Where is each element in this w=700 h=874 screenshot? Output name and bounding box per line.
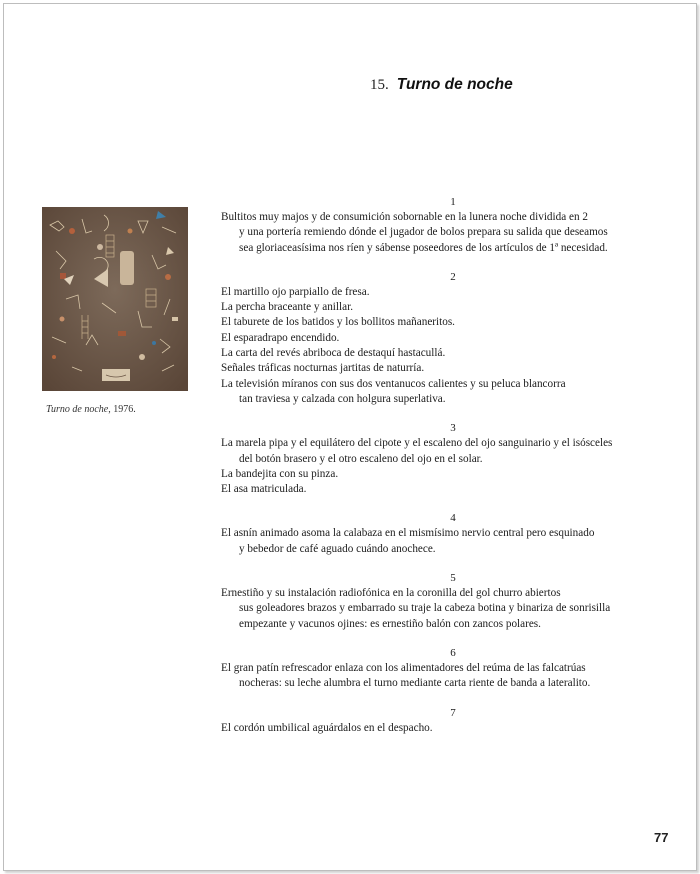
poem-line: tan traviesa y calzada con holgura superlativa. — [239, 392, 446, 405]
artwork-image — [42, 207, 188, 391]
stanza-number: 7 — [450, 706, 456, 719]
stanza-number: 1 — [450, 196, 456, 208]
stanza — [221, 270, 681, 407]
stanza — [221, 646, 681, 692]
stanza-number: 5 — [450, 572, 456, 585]
poem-line: La marela pipa y el equilátero del cipote y el escaleno del ojo sanguinario y el isósceles — [221, 437, 613, 450]
poem-line: y una portería remiendo dónde el jugador de bolos prepara su salida que deseamos — [239, 226, 608, 239]
poem-line: La televisión míranos con sus dos ventanucos calientes y su peluca blancorra — [221, 377, 566, 390]
poem-line: El asa matriculada. — [221, 483, 307, 496]
poem-line: El asnín animado asoma la calabaza en el mismísimo nervio central pero esquinado — [221, 527, 595, 540]
stanza-number: 3 — [450, 422, 456, 435]
painting-illustration — [42, 207, 188, 391]
poem-line: Bultitos muy majos y de consumición sobornable en la lunera noche dividida en 2 — [221, 211, 588, 223]
poem-line: sea gloriaceasísima nos ríen y sábense poseedores de los artículos de 1ª necesidad. — [239, 241, 608, 254]
poem-line: La percha braceante y anillar. — [221, 301, 353, 314]
stanza — [221, 195, 681, 256]
chapter-heading — [370, 76, 513, 94]
poem-line: empezante y vacunos ojines: es ernestiño balón con zancos polares. — [239, 617, 541, 630]
poem-line: La carta del revés abriboca de destaquí hastacullá. — [221, 347, 446, 360]
poem-line: El taburete de los batidos y los bollitos mañaneritos. — [221, 316, 455, 329]
poem-line: Ernestiño y su instalación radiofónica en la coronilla del gol churro abiertos — [221, 587, 561, 600]
poem-line: El cordón umbilical aguárdalos en el despacho. — [221, 721, 433, 734]
figure-caption — [46, 404, 136, 415]
poem-line: El gran patín refrescador enlaza con los alimentadores del reúma de las falcatrúas — [221, 661, 586, 674]
caption-year: , 1976. — [108, 404, 136, 415]
stanza — [221, 421, 681, 497]
poem-line: Señales tráficas nocturnas jartitas de naturría. — [221, 362, 425, 375]
stanza-number: 2 — [450, 270, 456, 283]
poem-line: El esparadrapo encendido. — [221, 331, 340, 344]
caption-title: Turno de noche — [46, 404, 109, 415]
poem-body — [221, 195, 681, 750]
stanza — [221, 706, 681, 736]
poem-line: y bebedor de café aguado cuándo anochece. — [239, 542, 436, 555]
poem-line: nocheras: su leche alumbra el turno mediante carta riente de banda a lateralito. — [239, 677, 591, 690]
page-number: 77 — [654, 830, 669, 845]
stanza — [221, 571, 681, 632]
stanza-number: 4 — [450, 512, 456, 525]
stanza — [221, 511, 681, 557]
chapter-number: 15. — [370, 77, 389, 93]
stanza-number: 6 — [450, 646, 456, 659]
poem-line: del botón brasero y el otro escaleno del ojo en el solar. — [239, 452, 483, 465]
poem-line: La bandejita con su pinza. — [221, 467, 339, 480]
poem-line: sus goleadores brazos y embarrado su traje la cabeza botina y binariza de sonrisilla — [239, 602, 611, 615]
chapter-title: Turno de noche — [396, 76, 513, 93]
book-page — [3, 3, 697, 871]
poem-line: El martillo ojo parpiallo de fresa. — [221, 285, 370, 298]
